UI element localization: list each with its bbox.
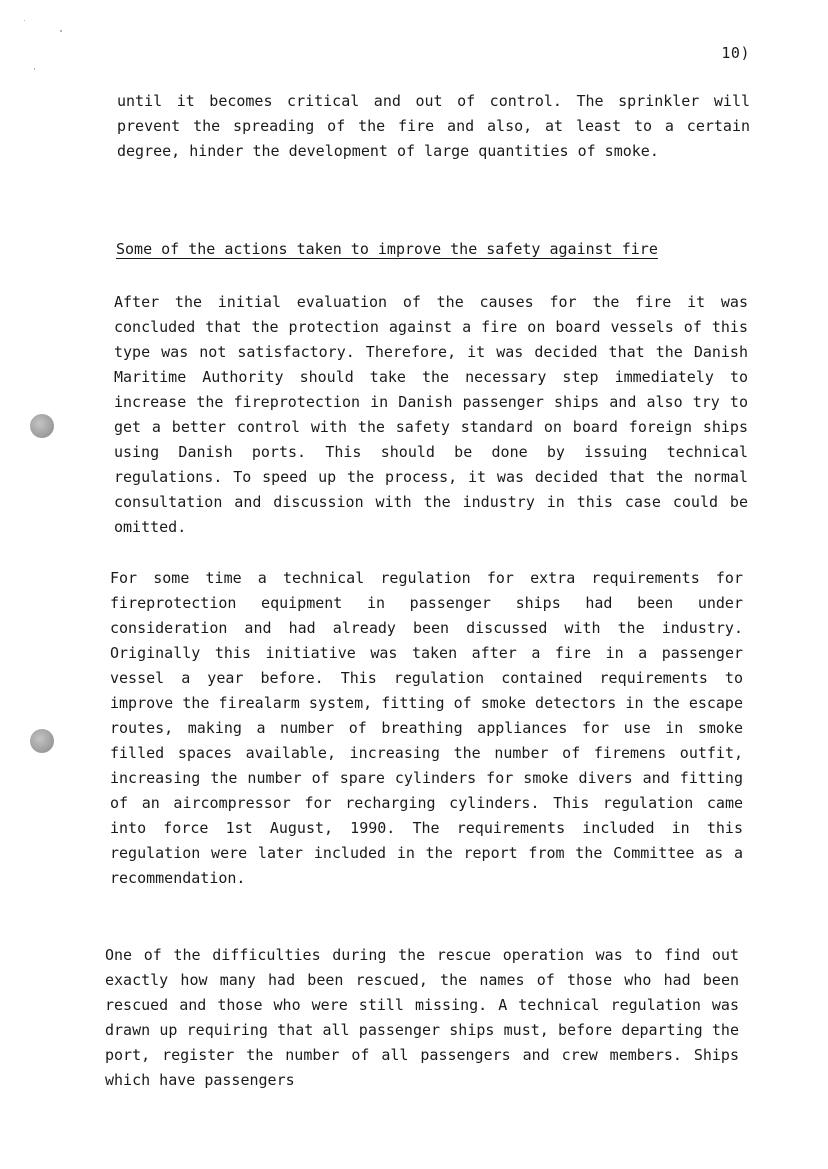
paragraph-initial-evaluation: After the initial evaluation of the causes for the fire it was concluded that the protection against a fire on board vessels of this type was not satisfactory. Therefore, it was decided that the Danish Maritime Authority should take the necessary step immediately to increase the fireprotection in Danish passenger ships and also try to get a better control with the safety standard on board foreign ships using Danish ports. This should be done by issuing technical regulations. To speed up the process, it was decided that the normal consultation and discussion with the industry in this case could be omitted. — [114, 293, 748, 536]
scan-speck — [60, 30, 62, 32]
paragraph-rescue-difficulties: One of the difficulties during the rescue operation was to find out exactly how many had been rescued, the names of those who had been rescued and those who were still missing. A technical regulation was drawn up requiring that all passenger ships must, before departing the port, register the number of all passengers and crew members. Ships which have passengers — [105, 946, 739, 1089]
scan-speck — [24, 20, 25, 21]
paragraph-sprinkler-continuation: until it becomes critical and out of control. The sprinkler will prevent the spreading of the fire and also, at least to a certain degree, hinder the development of large quantities of smoke. — [117, 92, 750, 160]
punch-hole-upper — [30, 414, 54, 438]
section-heading: Some of the actions taken to improve the safety against fire — [116, 240, 658, 258]
page-number: 10) — [721, 44, 750, 62]
scan-speck — [34, 68, 35, 70]
punch-hole-lower — [30, 729, 54, 753]
paragraph-technical-regulation: For some time a technical regulation for extra requirements for fireprotection equipment in passenger ships had been under consideration and had already been discussed with the industry. Originally this initiative was taken after a fire in a passenger vessel a year before. This regulation contained requirements to improve the firealarm system, fitting of smoke detectors in the escape routes, making a number of breathing appliances for use in smoke filled spaces available, increasing the number of firemens outfit, increasing the number of spare cylinders for smoke divers and fitting of an aircompressor for recharging cylinders. This regulation came into force 1st August, 1990. The requirements included in this regulation were later included in the report from the Committee as a recommendation. — [110, 569, 743, 887]
